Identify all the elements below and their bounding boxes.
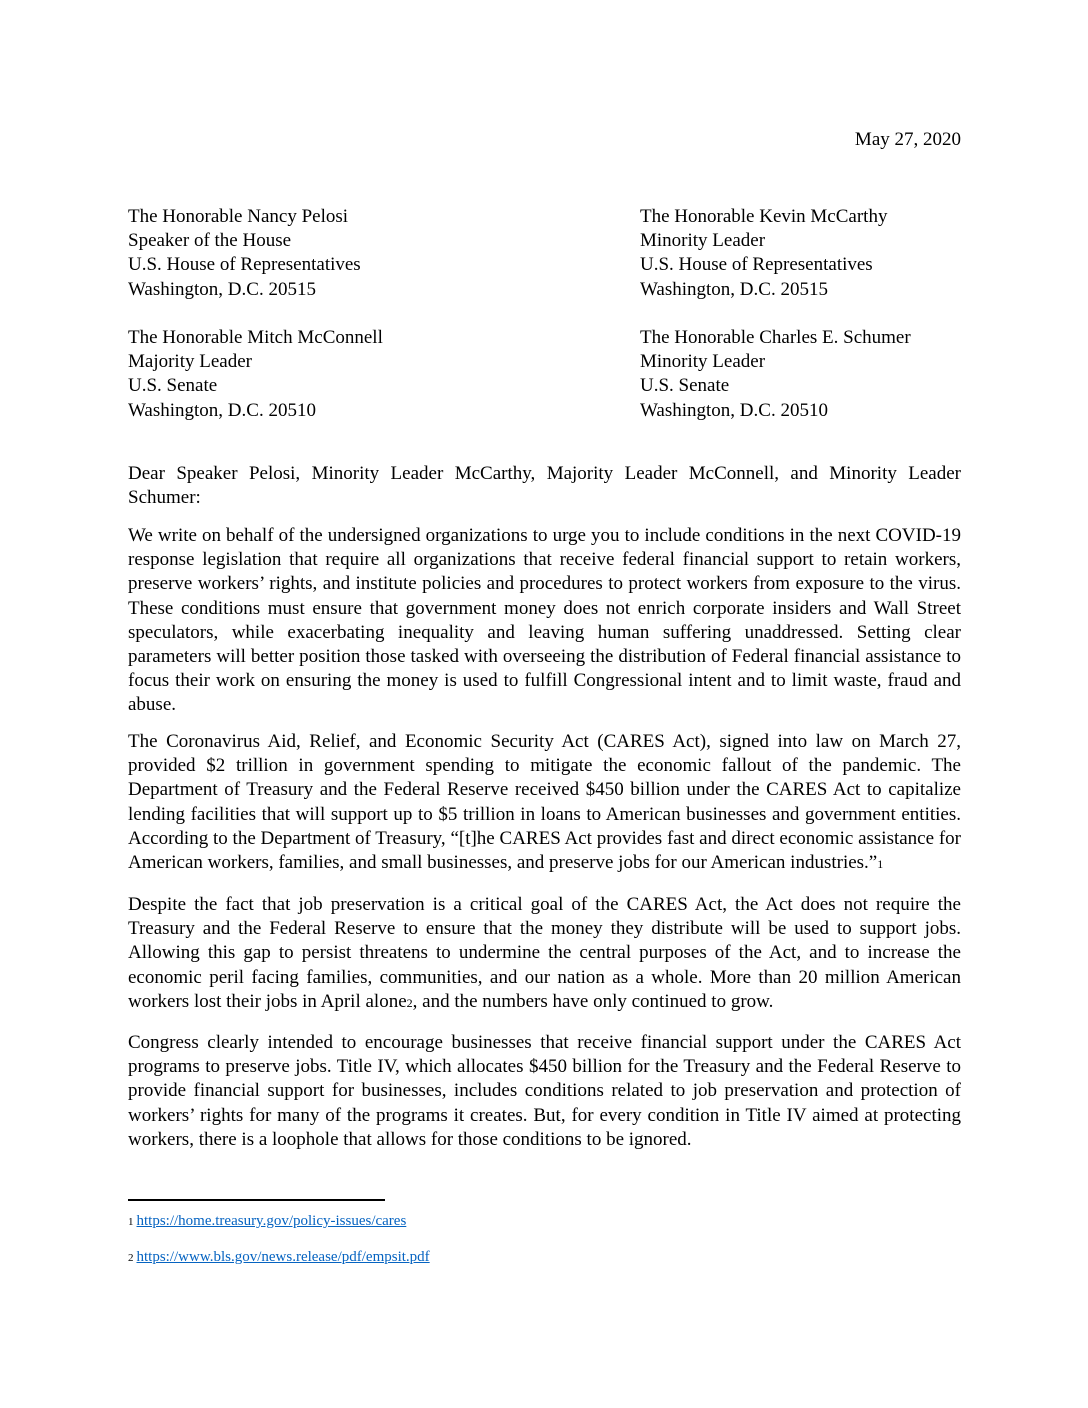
recipient-block-mccarthy (640, 205, 887, 302)
recipient-city: Washington, D.C. 20510 (640, 399, 828, 421)
paragraph-2 (128, 730, 961, 876)
recipient-body: U.S. Senate (128, 375, 218, 397)
recipient-title: Minority Leader (640, 351, 766, 373)
footnote-link-bls[interactable]: https://www.bls.gov/news.release/pdf/empsit.pdf (136, 1249, 430, 1265)
recipient-body: U.S. Senate (640, 375, 730, 397)
recipient-block-mcconnell (128, 326, 383, 423)
paragraph-2-text: The Coronavirus Aid, Relief, and Economic Security Act (CARES Act), signed into law on March 27, provided $2 trillion in government spending to mitigate the economic fallout of the pandemic. The Department of Treasury and the Federal Reserve received $450 billion under the CARES Act to capitalize lending facilities that will support up to $5 trillion in loans to American businesses and government entities. According to the Department of Treasury, “[t]he CARES Act provides fast and direct economic assistance for American workers, families, and small businesses, and preserve jobs for our American industries.” (128, 731, 961, 874)
letter-date: May 27, 2020 (854, 129, 961, 150)
paragraph-1: We write on behalf of the undersigned organizations to urge you to include conditions in the next COVID-19 response legislation that require all organizations that receive federal financial support to retain workers, preserve workers’ rights, and institute policies and procedures to protect workers from exposure to the virus. These conditions must ensure that government money does not enrich corporate insiders and Wall Street speculators, while exacerbating inequality and leaving human suffering unaddressed. Setting clear parameters will better position those tasked with overseeing the distribution of Federal financial assistance to focus their work on ensuring the money is used to fulfill Congressional intent and to limit waste, fraud and abuse. (128, 525, 961, 716)
paragraph-3-text: Despite the fact that job preservation is a critical goal of the CARES Act, the Act does not require the Treasury and the Federal Reserve to ensure that the money they distribute will be used to support jobs. Allowing this gap to persist threatens to undermine the central purposes of the Act, and to increase the economic peril facing families, communities, and our nation as a whole. More than 20 million American workers lost their jobs in April alone (128, 894, 961, 1012)
recipient-body: U.S. House of Representatives (640, 254, 873, 276)
footnote-divider (128, 1199, 385, 1201)
recipient-city: Washington, D.C. 20510 (128, 399, 316, 421)
recipient-title: Minority Leader (640, 230, 766, 252)
recipient-title: Majority Leader (128, 351, 252, 373)
salutation: Dear Speaker Pelosi, Minority Leader McCarthy, Majority Leader McConnell, and Minority Leader Schumer: (128, 463, 961, 509)
paragraph-3 (128, 893, 961, 1015)
footnote-link-treasury[interactable]: https://home.treasury.gov/policy-issues/cares (136, 1213, 407, 1229)
paragraph-4: Congress clearly intended to encourage businesses that receive financial support under the CARES Act programs to preserve jobs. Title IV, which allocates $450 billion for the Treasury and the Federal Reserve to provide financial support for businesses, includes conditions related to job preservation and protection of workers’ rights for many of the programs it creates. But, for every condition in Title IV aimed at protecting workers, there is a loophole that allows for those conditions to be ignored. (128, 1032, 961, 1150)
footnote-number: 2 (128, 1252, 134, 1264)
recipient-name: The Honorable Charles E. Schumer (640, 327, 911, 348)
paragraph-3-tail: , and the numbers have only continued to grow. (412, 990, 774, 1012)
footnote-2 (128, 1248, 430, 1267)
recipient-city: Washington, D.C. 20515 (128, 278, 316, 300)
recipient-name: The Honorable Mitch McConnell (128, 327, 383, 348)
footnote-ref-2[interactable]: 2 (406, 995, 413, 1010)
footnote-1 (128, 1212, 406, 1231)
footnote-number: 1 (128, 1216, 134, 1228)
recipient-body: U.S. House of Representatives (128, 254, 361, 276)
recipient-block-schumer (640, 326, 911, 423)
recipient-title: Speaker of the House (128, 230, 292, 252)
recipient-name: The Honorable Kevin McCarthy (640, 206, 888, 227)
footnote-ref-1[interactable]: 1 (877, 857, 884, 872)
recipient-name: The Honorable Nancy Pelosi (128, 206, 349, 227)
recipient-block-pelosi (128, 205, 361, 302)
recipient-city: Washington, D.C. 20515 (640, 278, 828, 300)
